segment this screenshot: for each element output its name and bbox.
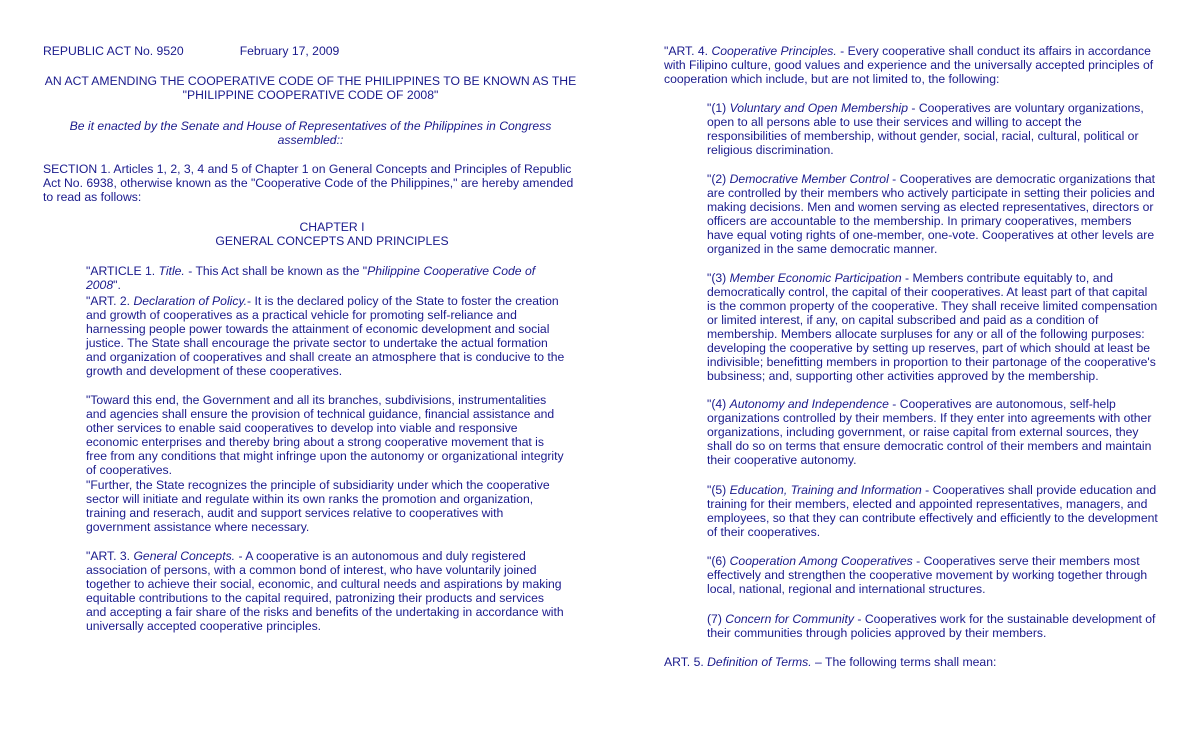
principle-6: "(6) Cooperation Among Cooperatives - Cooperatives serve their members most effectively and strengthen the cooperative movement by working together through local, national, regional and international structures. [707,554,1148,596]
act-date: February 17, 2009 [239,44,340,58]
enacting-clause: Be it enacted by the Senate and House of Representatives of the Philippines in Congress assembled:: [69,119,552,147]
act-number: REPUBLIC ACT No. 9520 [43,44,184,58]
act-title-line1: AN ACT AMENDING THE COOPERATIVE CODE OF THE PHILIPPINES TO BE KNOWN AS THE [44,74,577,88]
article-2-para-2: "Toward this end, the Government and all its branches, subdivisions, instrumentalities and agencies shall ensure the provision of technical guidance, financial assistance and other services to enable said cooperatives to develop into viable and responsive economic enterprises and thereby bring about a strong cooperative movement that is free from any conditions that might infringe upon the autonomy or organizational integrity of cooperatives. [86,393,564,477]
chapter-heading [43,220,621,248]
article-5-heading: Definition of Terms. [707,655,812,669]
article-2-para-3: "Further, the State recognizes the principle of subsidiarity under which the cooperative sector will initiate and regulate within its own ranks the promotion and organization, training and reserach, audit and support services relative to cooperatives with government assistance where necessary. [86,478,550,534]
article-2-heading: Declaration of Policy. [133,294,248,308]
document-header [43,44,339,58]
chapter-name: GENERAL CONCEPTS AND PRINCIPLES [215,234,449,248]
principle-1: "(1) Voluntary and Open Membership - Cooperatives are voluntary organizations, open to all persons able to use their services and willing to accept the responsibilities of membership, without gender, social, racial, cultural, political or religious discrimination. [707,101,1144,157]
act-title-line2: "PHILIPPINE COOPERATIVE CODE OF 2008" [182,88,439,102]
article-1-heading: Title. [158,264,185,278]
section-1: SECTION 1. Articles 1, 2, 3, 4 and 5 of Chapter 1 on General Concepts and Principles of Republic Act No. 6938, otherwise known as the "Cooperative Code of the Philippines," are hereby amended to read as follows: [43,162,574,204]
principle-4: "(4) Autonomy and Independence - Cooperatives are autonomous, self-help organizations controlled by their members. If they enter into agreements with other organizations, including government, or raise capital from external sources, they shall do so on terms that ensure democratic control of their members and maintain their cooperative autonomy. [707,397,1152,467]
article-3-heading: General Concepts. [133,549,236,563]
article-5: ART. 5. Definition of Terms. – The following terms shall mean: [664,655,997,669]
article-3: "ART. 3. General Concepts. - A cooperative is an autonomous and duly registered association of persons, with a common bond of interest, who have voluntarily joined together to achieve their social, economic, and cultural needs and aspirations by making equitable contributions to the capital required, patronizing their products and services and accepting a fair share of the risks and benefits of the undertaking in accordance with universally accepted cooperative principles. [86,549,564,633]
code-name: Philippine Cooperative Code of 2008 [86,264,536,292]
article-4-heading: Cooperative Principles. [711,44,837,58]
principle-2: "(2) Democrative Member Control - Cooperatives are democratic organizations that are controlled by their members who actively participate in setting their policies and making decisions. Men and women serving as elected representatives, directors or officers are accountable to the membership. In primary cooperatives, members have equal voting rights of one-member, one-vote. Cooperatives at other levels are organized in the same democratic manner. [707,172,1156,256]
principle-5: "(5) Education, Training and Information - Cooperatives shall provide education and training for their members, elected and appointed representatives, managers, and employees, so that they can contribute effectively and efficiently to the development of their cooperatives. [707,483,1158,539]
article-1: "ARTICLE 1. Title. - This Act shall be known as the "Philippine Cooperative Code of 2008". [86,264,536,292]
principle-3: "(3) Member Economic Participation - Members contribute equitably to, and democratically control, the capital of their cooperatives. At least part of that capital is the common property of the cooperative. They shall receive limited compensation or limited interest, if any, on capital subscribed and paid as a condition of membership. Members allocate surpluses for any or all of the following purposes: developing the cooperative by setting up reserves, part of which should at least be indivisible; benefitting members in proportion to their partonage of the cooperative's bubsiness; and, supporting other activities approved by the membership. [707,271,1158,383]
chapter-number: CHAPTER I [299,220,365,234]
article-2: "ART. 2. Declaration of Policy.- It is the declared policy of the State to foster the creation and growth of cooperatives as a practical vehicle for promoting self-reliance and harnessing people power towards the attainment of economic development and social justice. The State shall encourage the private sector to undertake the actual formation and organization of cooperatives and shall create an atmosphere that is conducive to the growth and development of these cooperatives. [86,294,565,378]
principle-7: (7) Concern for Community - Cooperatives work for the sustainable development of their communities through policies approved by their members. [707,612,1156,640]
article-4: "ART. 4. Cooperative Principles. - Every cooperative shall conduct its affairs in accordance with Filipino culture, good values and experience and the universally accepted principles of cooperation which include, but are not limited to, the following: [664,44,1154,86]
act-title [43,74,578,102]
